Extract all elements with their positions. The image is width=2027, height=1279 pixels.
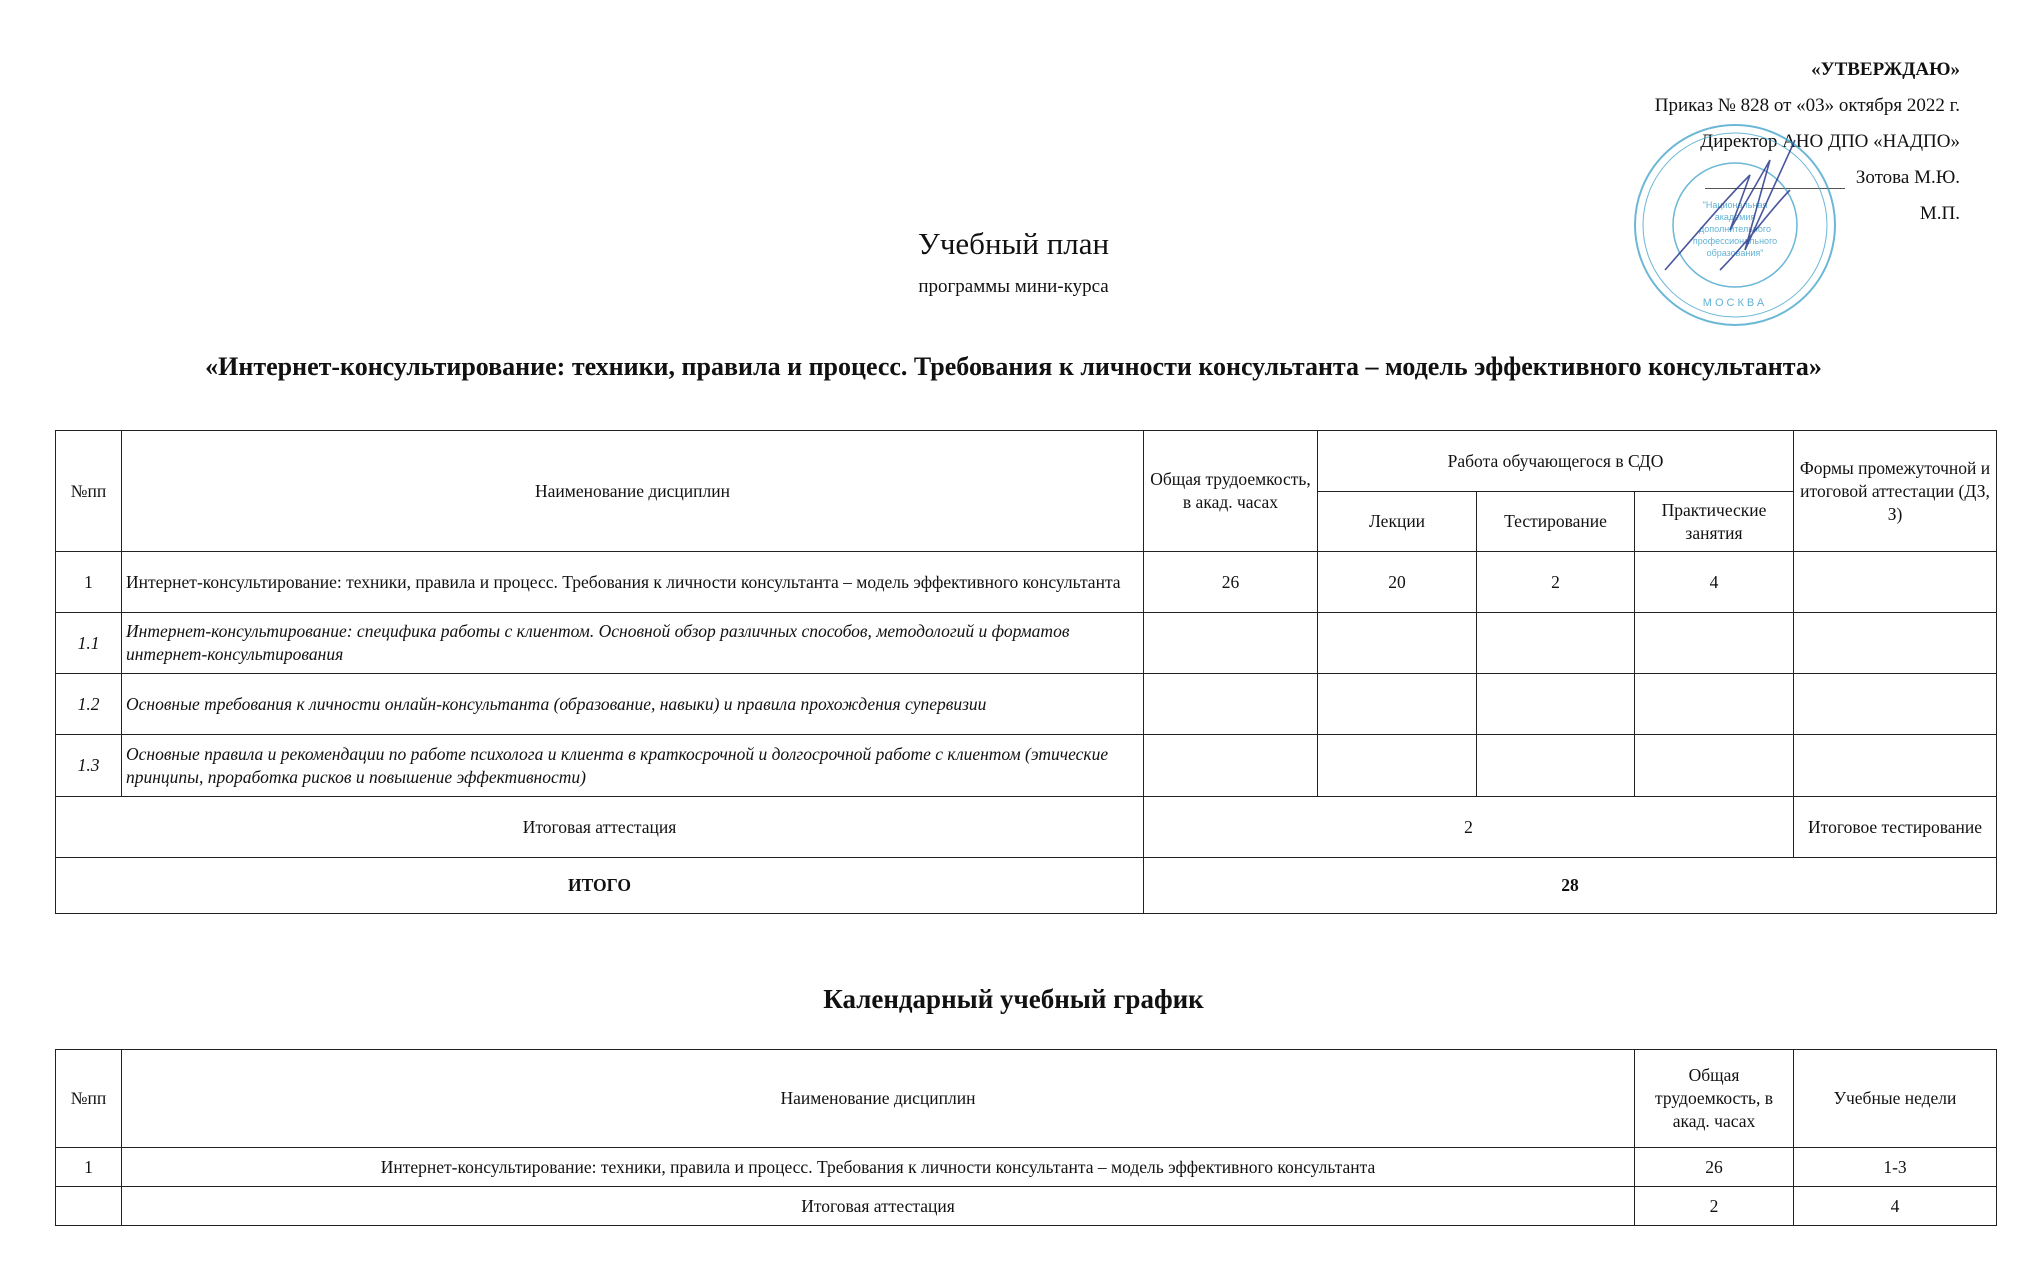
row-testing: 2 (1477, 552, 1635, 613)
header-lectures: Лекции (1318, 492, 1477, 552)
row-forms (1794, 552, 1997, 613)
seal-stamp-icon (1630, 120, 1840, 330)
row-name: Основные правила и рекомендации по работе психолога и клиента в краткосрочной и долгосрочной работе с клиентом (этические принципы, проработка рисков и повышение эффективности) (122, 735, 1144, 797)
header-num: №пп (56, 431, 122, 552)
row-lectures: 20 (1318, 552, 1477, 613)
schedule-table (55, 1049, 1997, 1226)
empty-cell (1477, 613, 1635, 674)
empty-cell (1144, 674, 1318, 735)
header-weeks: Учебные недели (1794, 1050, 1997, 1148)
table-row (56, 613, 1997, 674)
header-num: №пп (56, 1050, 122, 1148)
row-num: 1 (56, 552, 122, 613)
approval-heading: «УТВЕРЖДАЮ» (1811, 59, 1960, 80)
header-practice: Практические занятия (1635, 492, 1794, 552)
table-row (56, 735, 1997, 797)
row-num: 1 (56, 1148, 122, 1187)
final-form: Итоговое тестирование (1794, 797, 1997, 858)
svg-text:дополнительного: дополнительного (1699, 224, 1771, 234)
schedule-title: Календарный учебный график (823, 984, 1204, 1014)
empty-cell (1144, 613, 1318, 674)
approval-name: Зотова М.Ю. (1855, 167, 1960, 188)
header-forms: Формы промежуточной и итоговой аттестации (ДЗ, З) (1794, 431, 1997, 552)
row-num: 1.1 (56, 613, 122, 674)
curriculum-table (55, 430, 1997, 914)
approval-order: Приказ № 828 от «03» октября 2022 г. (1654, 95, 1960, 116)
empty-cell (1635, 613, 1794, 674)
table-header-row (56, 1050, 1997, 1148)
row-weeks: 1-3 (1794, 1148, 1997, 1187)
table-row (56, 1187, 1997, 1226)
empty-cell (1318, 613, 1477, 674)
empty-cell (1794, 613, 1997, 674)
row-name: Основные требования к личности онлайн-консультанта (образование, навыки) и правила прохождения супервизии (122, 674, 1144, 735)
header-work: Работа обучающегося в СДО (1318, 431, 1794, 492)
row-num: 1.2 (56, 674, 122, 735)
row-num: 1.3 (56, 735, 122, 797)
row-total: 26 (1144, 552, 1318, 613)
page-title: Учебный план (917, 226, 1110, 261)
course-title: «Интернет-консультирование: техники, правила и процесс. Требования к личности консультанта – модель эффективного консультанта» (205, 352, 1822, 381)
header-name: Наименование дисциплин (122, 431, 1144, 552)
final-attestation-row (56, 797, 1997, 858)
row-total: 2 (1635, 1187, 1794, 1226)
empty-cell (1318, 674, 1477, 735)
table-row (56, 552, 1997, 613)
row-num (56, 1187, 122, 1226)
total-row (56, 858, 1997, 914)
empty-cell (1794, 735, 1997, 797)
header-total: Общая трудоемкость, в акад. часах (1144, 431, 1318, 552)
empty-cell (1477, 674, 1635, 735)
approval-seal-place: М.П. (1919, 203, 1960, 224)
svg-text:образования": образования" (1706, 248, 1764, 258)
empty-cell (1477, 735, 1635, 797)
table-row (56, 674, 1997, 735)
row-name: Интернет-консультирование: техники, правила и процесс. Требования к личности консультанта – модель эффективного консультанта (122, 1148, 1635, 1187)
row-name: Интернет-консультирование: техники, правила и процесс. Требования к личности консультанта – модель эффективного консультанта (122, 552, 1144, 613)
header-name: Наименование дисциплин (122, 1050, 1635, 1148)
empty-cell (1635, 735, 1794, 797)
header-total: Общая трудоемкость, в акад. часах (1635, 1050, 1794, 1148)
approval-position: Директор АНО ДПО «НАДПО» (1700, 131, 1960, 152)
total-label: ИТОГО (56, 858, 1144, 914)
final-label: Итоговая аттестация (56, 797, 1144, 858)
total-hours: 28 (1144, 858, 1997, 914)
row-name: Итоговая аттестация (122, 1187, 1635, 1226)
row-total: 26 (1635, 1148, 1794, 1187)
empty-cell (1794, 674, 1997, 735)
row-name: Интернет-консультирование: специфика работы с клиентом. Основной обзор различных способов, методологий и форматов интернет-консультирования (122, 613, 1144, 674)
page-subtitle: программы мини-курса (918, 276, 1109, 297)
svg-text:МОСКВА: МОСКВА (1702, 297, 1768, 309)
empty-cell (1144, 735, 1318, 797)
svg-text:академия: академия (1714, 212, 1756, 222)
table-row (56, 1148, 1997, 1187)
row-weeks: 4 (1794, 1187, 1997, 1226)
svg-text:"Национальная: "Национальная (1702, 200, 1768, 210)
final-hours: 2 (1144, 797, 1794, 858)
table-header-row (56, 431, 1997, 492)
empty-cell (1318, 735, 1477, 797)
svg-text:профессионального: профессионального (1692, 236, 1778, 246)
row-practice: 4 (1635, 552, 1794, 613)
empty-cell (1635, 674, 1794, 735)
header-testing: Тестирование (1477, 492, 1635, 552)
